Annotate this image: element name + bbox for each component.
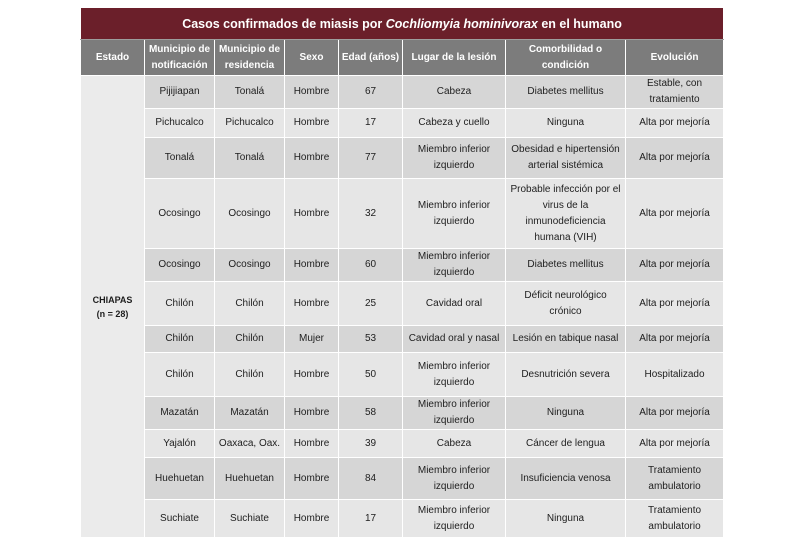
cell-comorbilidad: Diabetes mellitus <box>506 249 626 282</box>
estado-count: (n = 28) <box>96 308 129 319</box>
cell-municipio-notificacion: Chilón <box>145 353 215 397</box>
table-body <box>81 76 724 538</box>
cell-sexo: Hombre <box>285 500 339 538</box>
table-title-prefix: Casos confirmados de miasis por <box>182 16 386 31</box>
cell-comorbilidad: Insuficiencia venosa <box>506 458 626 500</box>
cell-lugar-lesion: Miembro inferior izquierdo <box>403 458 506 500</box>
table-row <box>81 430 724 458</box>
table-title <box>81 8 724 40</box>
cell-municipio-notificacion: Chilón <box>145 282 215 326</box>
cell-lugar-lesion: Miembro inferior izquierdo <box>403 500 506 538</box>
cell-municipio-residencia: Chilón <box>215 326 285 353</box>
cell-evolucion: Alta por mejoría <box>626 282 724 326</box>
cell-municipio-residencia: Pichucalco <box>215 109 285 138</box>
cell-comorbilidad: Cáncer de lengua <box>506 430 626 458</box>
cell-lugar-lesion: Cavidad oral y nasal <box>403 326 506 353</box>
table-title-species: Cochliomyia hominivorax <box>385 16 538 31</box>
table-row <box>81 76 724 109</box>
cell-municipio-notificacion: Suchiate <box>145 500 215 538</box>
cell-comorbilidad: Probable infección por el virus de la inmunodeficiencia humana (VIH) <box>506 179 626 249</box>
cell-edad: 58 <box>339 397 403 430</box>
cell-edad: 17 <box>339 500 403 538</box>
cell-municipio-residencia: Mazatán <box>215 397 285 430</box>
cell-edad: 77 <box>339 138 403 179</box>
cell-evolucion: Alta por mejoría <box>626 326 724 353</box>
cell-sexo: Hombre <box>285 138 339 179</box>
cell-municipio-residencia: Ocosingo <box>215 249 285 282</box>
cell-sexo: Hombre <box>285 76 339 109</box>
table-row <box>81 326 724 353</box>
cell-comorbilidad: Desnutrición severa <box>506 353 626 397</box>
cell-municipio-residencia: Huehuetan <box>215 458 285 500</box>
cell-sexo: Mujer <box>285 326 339 353</box>
cell-comorbilidad: Obesidad e hipertensión arterial sistémica <box>506 138 626 179</box>
header-evolucion: Evolución <box>626 40 724 76</box>
cell-lugar-lesion: Miembro inferior izquierdo <box>403 249 506 282</box>
cell-evolucion: Alta por mejoría <box>626 109 724 138</box>
table-row <box>81 458 724 500</box>
table-row <box>81 397 724 430</box>
cell-lugar-lesion: Cabeza <box>403 76 506 109</box>
cell-edad: 50 <box>339 353 403 397</box>
cell-municipio-notificacion: Huehuetan <box>145 458 215 500</box>
cell-edad: 67 <box>339 76 403 109</box>
cell-municipio-residencia: Oaxaca, Oax. <box>215 430 285 458</box>
cell-comorbilidad: Ninguna <box>506 500 626 538</box>
table-row <box>81 179 724 249</box>
header-sexo: Sexo <box>285 40 339 76</box>
cell-municipio-residencia: Chilón <box>215 282 285 326</box>
cell-lugar-lesion: Miembro inferior izquierdo <box>403 353 506 397</box>
cell-edad: 53 <box>339 326 403 353</box>
table-header-row <box>81 40 724 76</box>
table-row <box>81 282 724 326</box>
cell-comorbilidad: Diabetes mellitus <box>506 76 626 109</box>
cell-edad: 17 <box>339 109 403 138</box>
cell-evolucion: Alta por mejoría <box>626 138 724 179</box>
cell-evolucion: Estable, con tratamiento <box>626 76 724 109</box>
cell-municipio-residencia: Tonalá <box>215 76 285 109</box>
cell-municipio-notificacion: Yajalón <box>145 430 215 458</box>
cell-evolucion: Alta por mejoría <box>626 397 724 430</box>
cell-municipio-notificacion: Pichucalco <box>145 109 215 138</box>
cell-lugar-lesion: Miembro inferior izquierdo <box>403 397 506 430</box>
header-municipio-residencia: Municipio de residencia <box>215 40 285 76</box>
cell-comorbilidad: Ninguna <box>506 109 626 138</box>
table-row <box>81 500 724 538</box>
cell-evolucion: Alta por mejoría <box>626 179 724 249</box>
cell-lugar-lesion: Miembro inferior izquierdo <box>403 138 506 179</box>
cell-municipio-notificacion: Mazatán <box>145 397 215 430</box>
table-row <box>81 138 724 179</box>
header-municipio-notificacion: Municipio de notificación <box>145 40 215 76</box>
cell-comorbilidad: Déficit neurológico crónico <box>506 282 626 326</box>
cell-municipio-notificacion: Pijijiapan <box>145 76 215 109</box>
cell-municipio-residencia: Ocosingo <box>215 179 285 249</box>
cell-municipio-notificacion: Chilón <box>145 326 215 353</box>
table-row <box>81 109 724 138</box>
estado-cell <box>81 76 145 538</box>
cell-evolucion: Tratamiento ambulatorio <box>626 458 724 500</box>
cell-edad: 39 <box>339 430 403 458</box>
table-row <box>81 353 724 397</box>
cell-comorbilidad: Lesión en tabique nasal <box>506 326 626 353</box>
cell-sexo: Hombre <box>285 282 339 326</box>
header-comorbilidad: Comorbilidad o condición <box>506 40 626 76</box>
cell-edad: 60 <box>339 249 403 282</box>
cell-municipio-residencia: Suchiate <box>215 500 285 538</box>
cell-edad: 84 <box>339 458 403 500</box>
cell-evolucion: Alta por mejoría <box>626 430 724 458</box>
cell-edad: 32 <box>339 179 403 249</box>
cases-table <box>80 7 724 538</box>
cell-sexo: Hombre <box>285 109 339 138</box>
cell-municipio-notificacion: Ocosingo <box>145 179 215 249</box>
cell-evolucion: Alta por mejoría <box>626 249 724 282</box>
cell-lugar-lesion: Miembro inferior izquierdo <box>403 179 506 249</box>
header-lugar-lesion: Lugar de la lesión <box>403 40 506 76</box>
cell-edad: 25 <box>339 282 403 326</box>
cell-sexo: Hombre <box>285 179 339 249</box>
cell-evolucion: Hospitalizado <box>626 353 724 397</box>
cell-sexo: Hombre <box>285 397 339 430</box>
cell-lugar-lesion: Cabeza y cuello <box>403 109 506 138</box>
cell-sexo: Hombre <box>285 249 339 282</box>
table-title-row <box>81 8 724 40</box>
cell-comorbilidad: Ninguna <box>506 397 626 430</box>
cell-sexo: Hombre <box>285 353 339 397</box>
cell-municipio-notificacion: Ocosingo <box>145 249 215 282</box>
estado-name: CHIAPAS <box>92 294 133 305</box>
cell-lugar-lesion: Cabeza <box>403 430 506 458</box>
cell-municipio-residencia: Chilón <box>215 353 285 397</box>
cell-sexo: Hombre <box>285 458 339 500</box>
cell-lugar-lesion: Cavidad oral <box>403 282 506 326</box>
cell-municipio-notificacion: Tonalá <box>145 138 215 179</box>
table-row <box>81 249 724 282</box>
header-estado: Estado <box>81 40 145 76</box>
cell-sexo: Hombre <box>285 430 339 458</box>
table-title-suffix: en el humano <box>537 16 622 31</box>
cell-municipio-residencia: Tonalá <box>215 138 285 179</box>
header-edad: Edad (años) <box>339 40 403 76</box>
cell-evolucion: Tratamiento ambulatorio <box>626 500 724 538</box>
